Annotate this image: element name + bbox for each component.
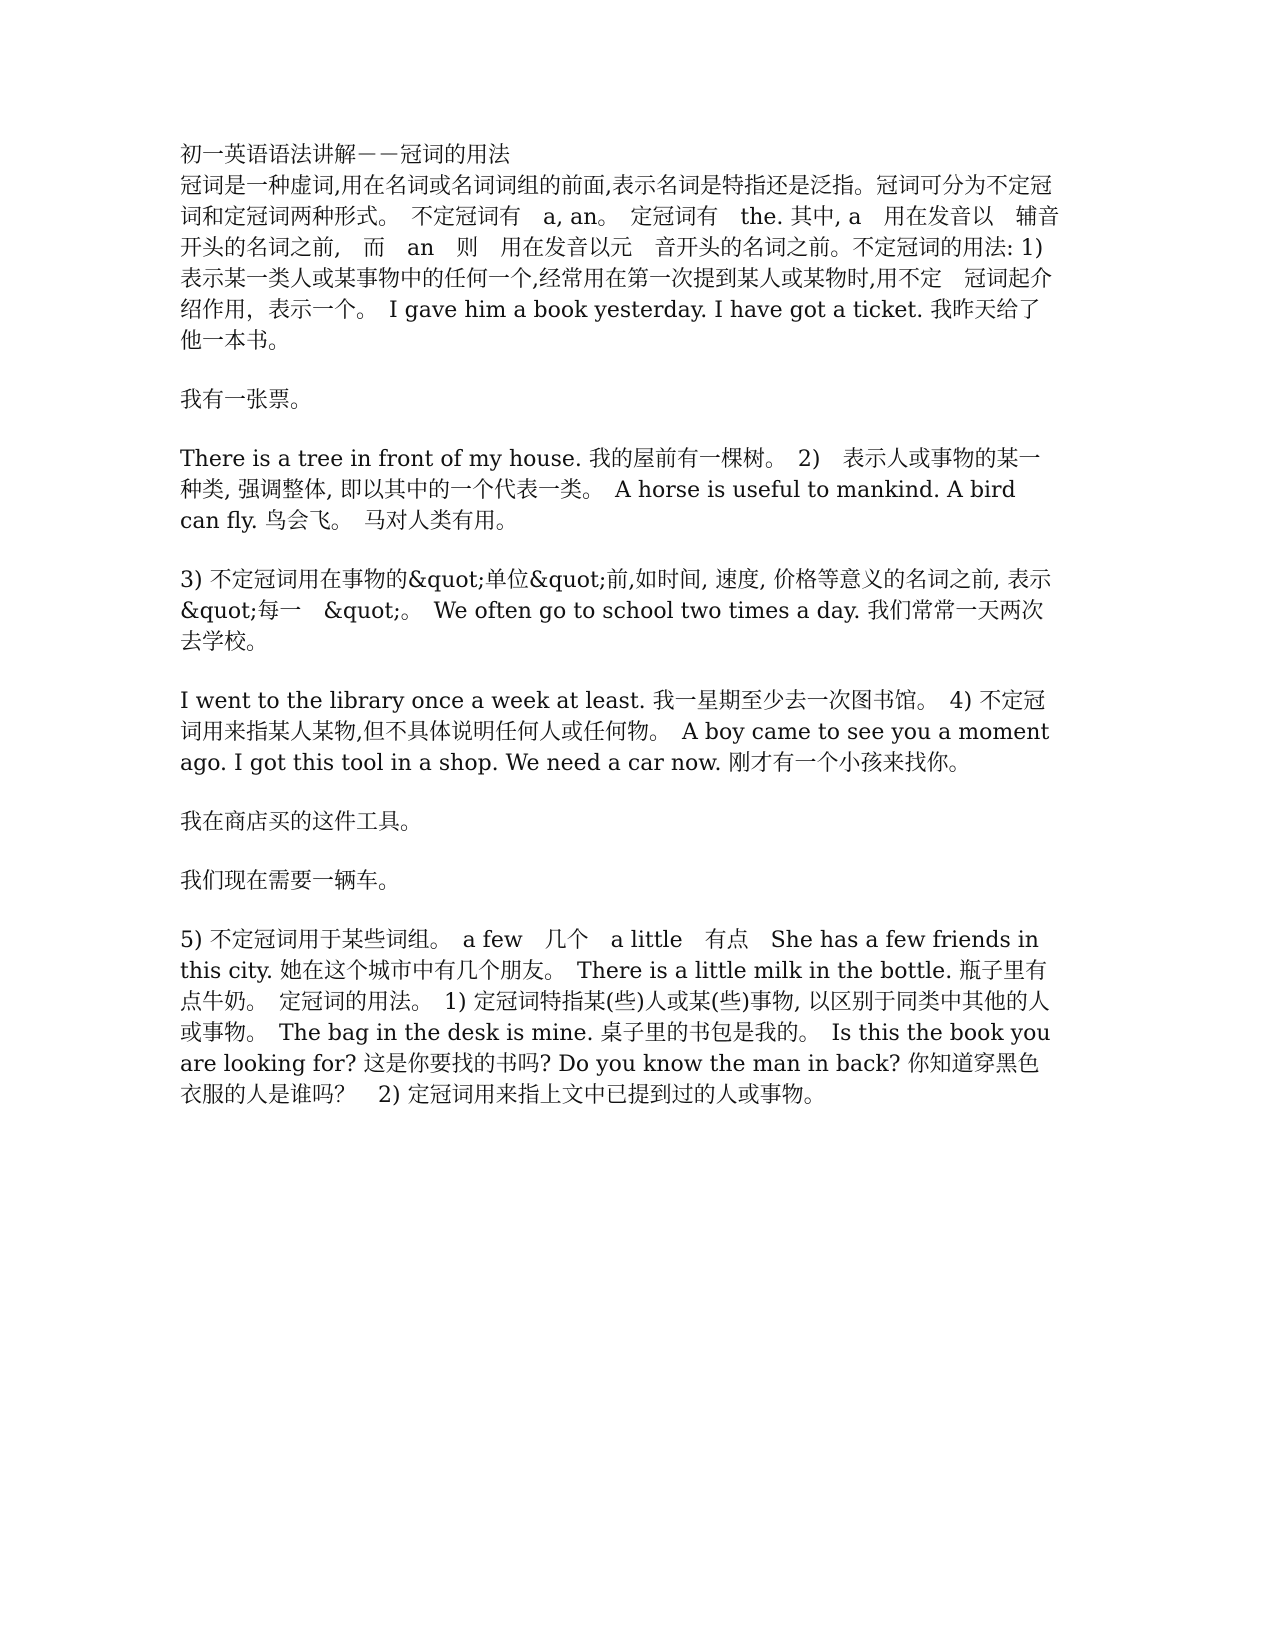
document-title: 初一英语语法讲解－－冠词的用法 bbox=[180, 143, 511, 168]
paragraph-definite-article: 5) 不定冠词用于某些词组。 a few 几个 a little 有点 She has a few friends in this city. 她在这个城市中有几个朋友。 There is a little milk in the bottle. 瓶子里有点牛奶。 定冠词的用法。 1) 定冠词特指某(些)人或某(些)事物, 以区别于同类中其他的人或事物。 The bag in the desk is mine. 桌子里的书包是我的。 Is this the book you are looking for? 这是你要找的书吗? Do you know the man in back? 你知道穿黑色衣服的人是谁吗？ 2) 定冠词用来指上文中已提到过的人或事物。 bbox=[180, 928, 1051, 1108]
paragraph-class-usage: There is a tree in front of my house. 我的屋前有一棵树。 2) 表示人或事物的某一种类, 强调整体, 即以其中的一个代表一类。 A horse is useful to mankind. A bird can fly. 鸟会飞。 马对人类有用。 bbox=[180, 447, 1041, 534]
paragraph-ticket: 我有一张票。 bbox=[180, 388, 313, 413]
paragraph-car: 我们现在需要一辆车。 bbox=[180, 869, 401, 894]
paragraph-unspecified-usage: I went to the library once a week at least. 我一星期至少去一次图书馆。 4) 不定冠词用来指某人某物,但不具体说明任何人或任何物。 A boy came to see you a moment ago. I got this tool in a shop. We need a car now. 刚才有一个小孩来找你。 bbox=[180, 689, 1050, 776]
paragraph-tool: 我在商店买的这件工具。 bbox=[180, 810, 423, 835]
paragraph-intro: 冠词是一种虚词,用在名词或名词词组的前面,表示名词是特指还是泛指。冠词可分为不定冠词和定冠词两种形式。 不定冠词有 a, an。 定冠词有 the. 其中, a 用在发音以 辅音开头的名词之前, 而 an 则 用在发音以元 音开头的名词之前。不定冠词的用法: 1) 表示某一类人或某事物中的任何一个,经常用在第一次提到某人或某物时,用不定 冠词起介绍作用，表示一个。 I gave him a book yesterday. I have got a ticket. 我昨天给了他一本书。 bbox=[180, 174, 1066, 354]
document-body bbox=[180, 140, 1074, 1111]
paragraph-unit-usage: 3) 不定冠词用在事物的&quot;单位&quot;前,如时间, 速度, 价格等意义的名词之前, 表示 &quot;每一 &quot;。 We often go to school two times a day. 我们常常一天两次去学校。 bbox=[180, 568, 1074, 655]
